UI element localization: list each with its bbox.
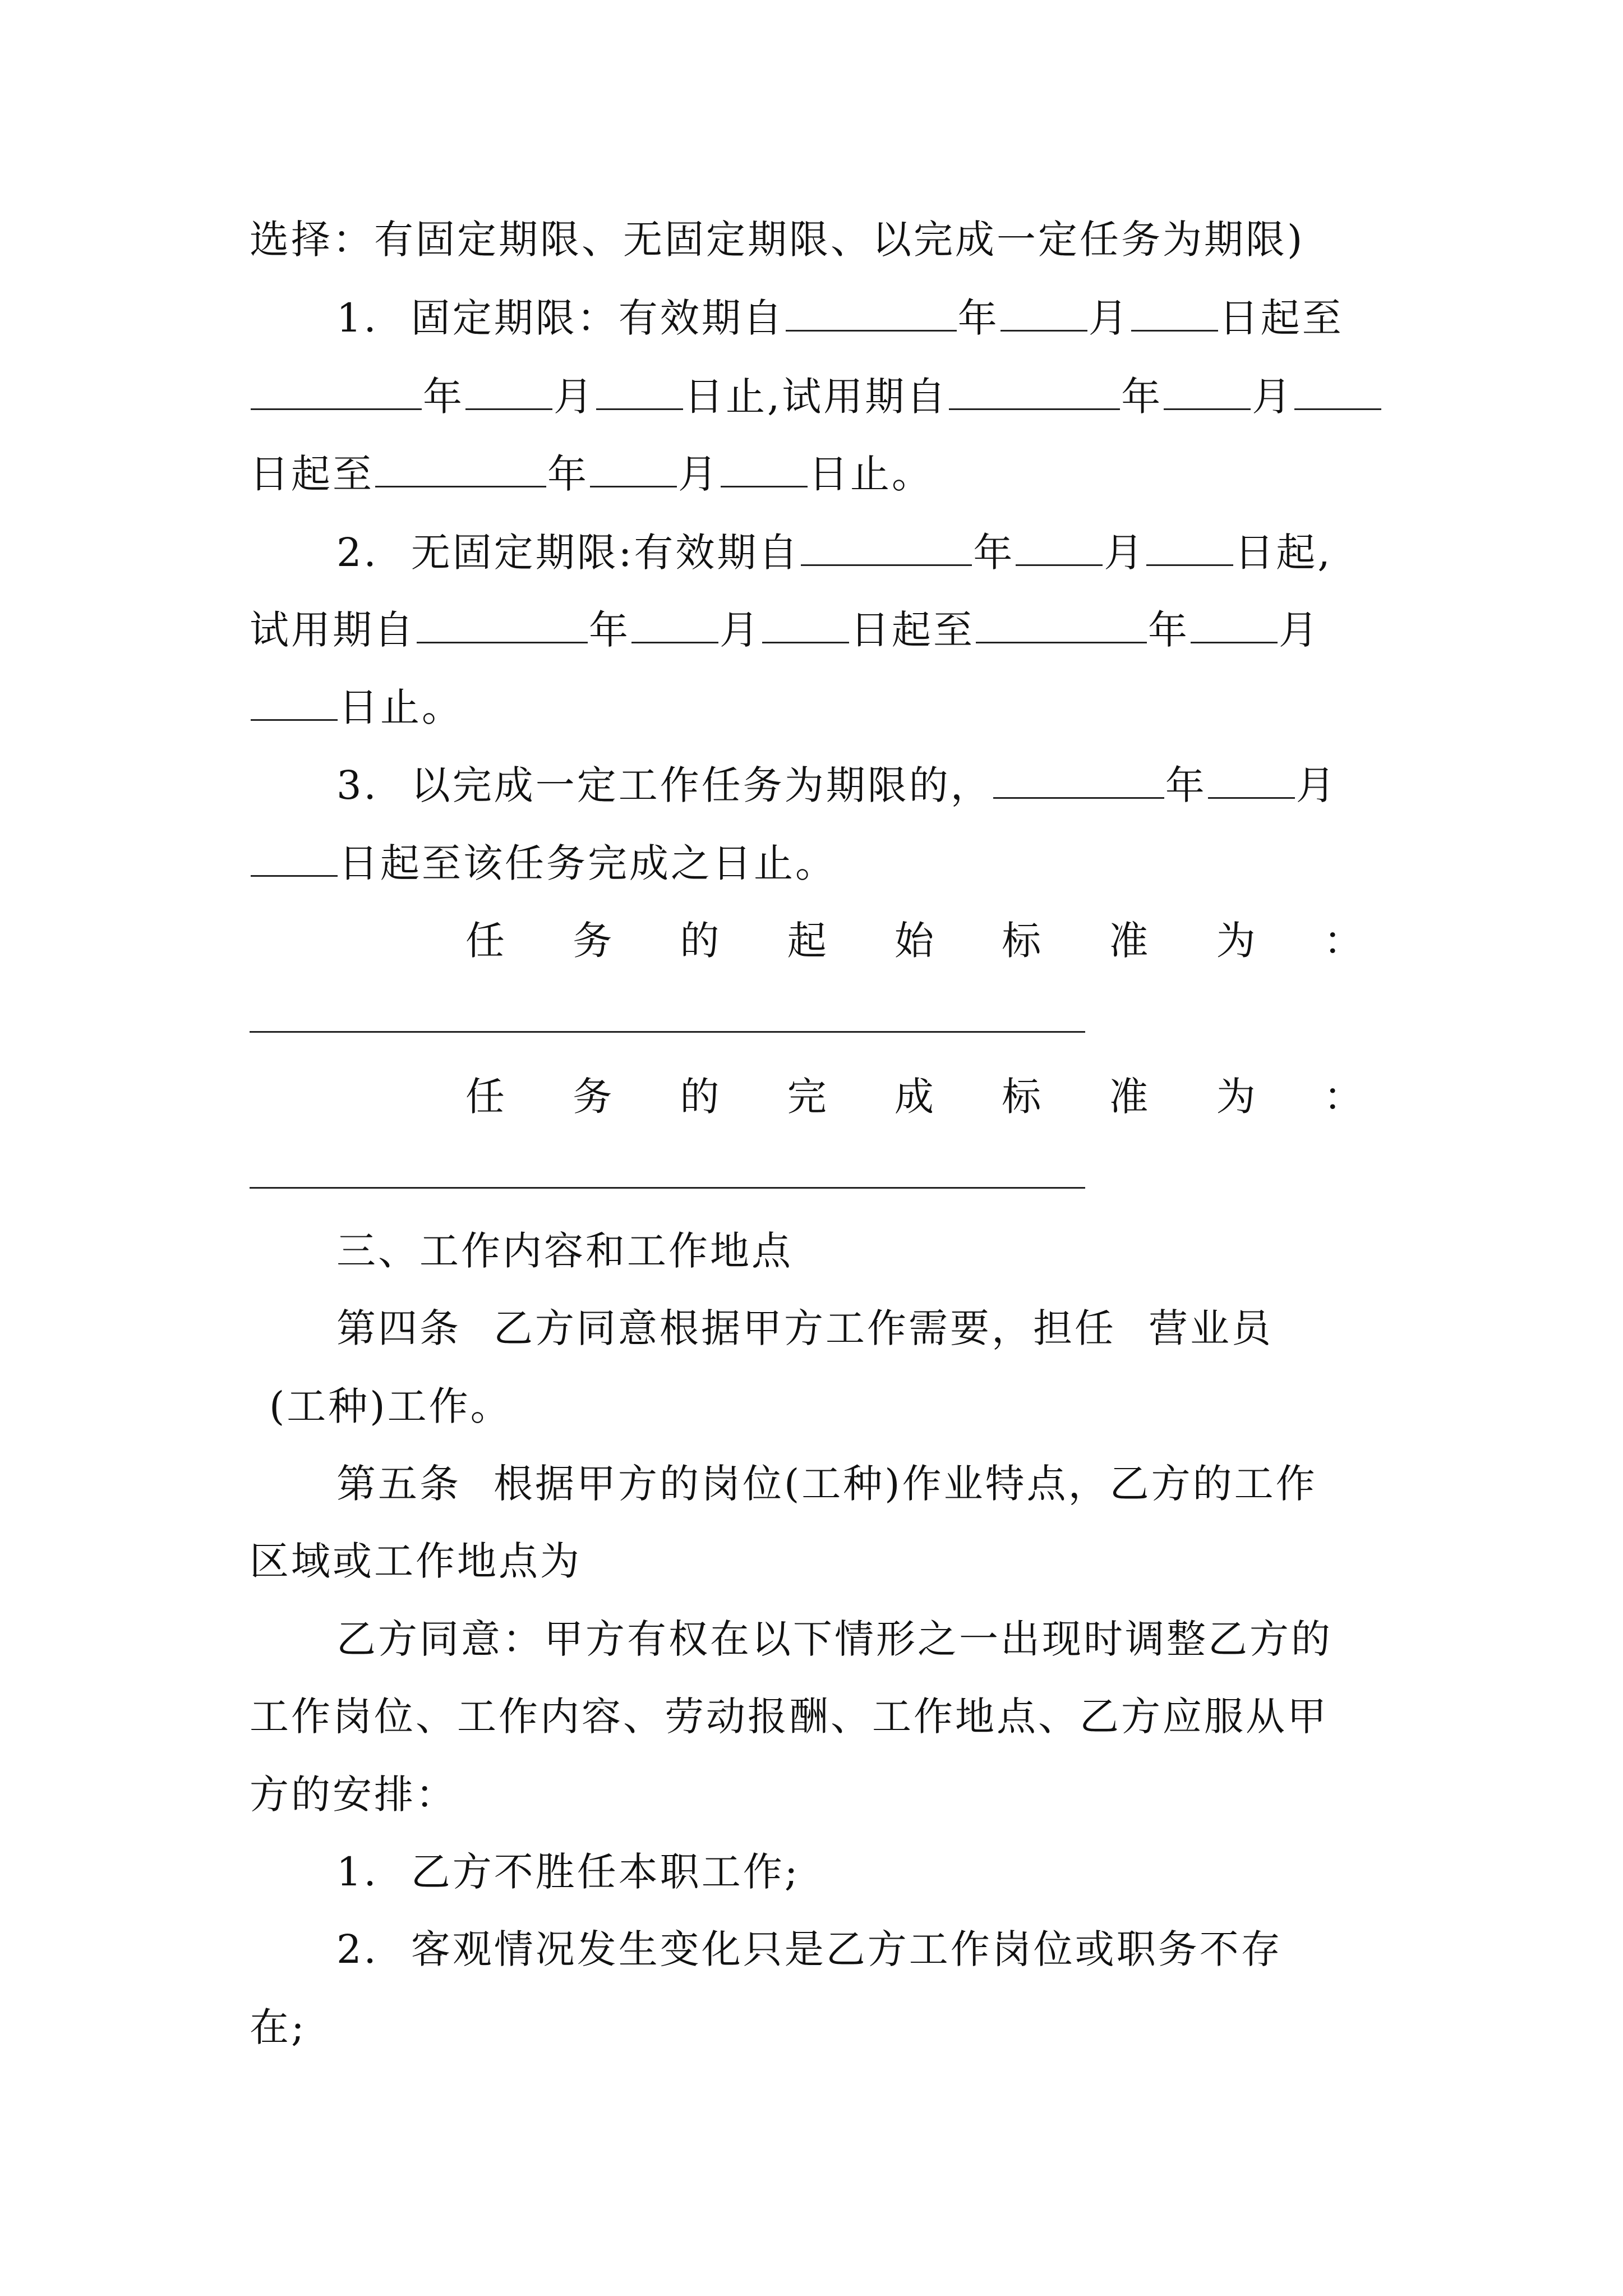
clause-text: 试用期自 — [250, 607, 416, 653]
month-label: 月 — [1088, 295, 1130, 341]
list-number: 3. — [336, 762, 379, 808]
clause-text: 日起至 — [1219, 295, 1344, 341]
fill-blank — [251, 687, 338, 721]
spread-char: 标 — [1002, 918, 1041, 964]
clause-text: 日起, — [1234, 530, 1332, 576]
clause-text: 乙方同意根据甲方工作需要，担任 — [494, 1305, 1116, 1351]
job-title: 营业员 — [1149, 1305, 1273, 1351]
clause-unfixed-term — [336, 527, 1332, 578]
text-line — [250, 682, 463, 733]
month-label: 月 — [1252, 374, 1294, 420]
clause-text: 日起至 — [850, 607, 975, 653]
year-label: 年 — [957, 295, 999, 341]
paragraph-text: 工作岗位、工作内容、劳动报酬、工作地点、乙方应服从甲 — [250, 1694, 1329, 1740]
year-label: 年 — [973, 530, 1015, 576]
year-label: 年 — [1121, 374, 1163, 420]
article-number: 第四条 — [336, 1305, 461, 1351]
fill-blank — [993, 765, 1164, 799]
article-4 — [336, 1303, 1273, 1354]
list-item-text: 乙方不胜任本职工作; — [411, 1849, 800, 1895]
spread-char: 的 — [680, 1074, 720, 1120]
paragraph-text: 选择：有固定期限、无固定期限、以完成一定任务为期限) — [250, 217, 1305, 263]
clause-task-term — [336, 760, 1338, 811]
year-label: 年 — [1165, 762, 1207, 808]
text-line — [250, 838, 837, 889]
year-label: 年 — [423, 374, 464, 420]
text-line — [250, 2002, 307, 2053]
fill-blank — [1191, 609, 1278, 643]
list-number: 2. — [336, 530, 379, 576]
fill-blank — [1164, 376, 1251, 410]
clause-text: 日起至 — [250, 451, 374, 497]
fill-blank — [596, 376, 683, 410]
text-line — [250, 371, 1382, 422]
fill-blank — [590, 453, 677, 487]
clause-text: 以完成一定工作任务为期限的， — [411, 762, 992, 808]
fill-blank-long — [250, 1187, 1085, 1189]
task-end-standard-label — [465, 1071, 1363, 1122]
spread-char: 始 — [895, 918, 934, 964]
list-number: 1. — [336, 295, 379, 341]
list-number: 1. — [336, 1849, 379, 1895]
fill-blank — [1146, 532, 1233, 566]
section-title — [336, 1226, 793, 1276]
fill-blank — [417, 609, 588, 643]
fill-blank — [976, 609, 1147, 643]
list-item — [336, 1847, 800, 1897]
month-label: 月 — [1295, 762, 1338, 808]
fill-blank-long — [250, 1031, 1085, 1033]
fill-blank — [801, 532, 972, 566]
spread-char: ： — [1324, 918, 1363, 964]
clause-fixed-term — [336, 293, 1344, 343]
clause-text: 固定期限：有效期自 — [411, 295, 785, 341]
text-line — [250, 1691, 1329, 1742]
spread-char: 完 — [787, 1074, 827, 1120]
year-label: 年 — [1148, 607, 1189, 653]
fill-blank — [631, 609, 718, 643]
fill-blank — [465, 376, 552, 410]
text-line — [269, 1381, 512, 1432]
list-number: 2. — [336, 1926, 379, 1972]
fill-blank — [375, 453, 546, 487]
clause-text: 日止。 — [809, 451, 933, 497]
clause-text: 日起至该任务完成之日止。 — [339, 840, 837, 886]
paragraph-text: 乙方同意：甲方有权在以下情形之一出现时调整乙方的 — [336, 1616, 1332, 1662]
fill-blank — [251, 843, 338, 877]
clause-text: 日止。 — [339, 684, 463, 730]
list-item-text: 客观情况发生变化只是乙方工作岗位或职务不存 — [411, 1926, 1283, 1972]
spread-char: 准 — [1109, 1074, 1149, 1120]
list-item — [336, 1924, 1283, 1975]
spread-char: 为 — [1216, 1074, 1256, 1120]
spread-char: 务 — [573, 1074, 612, 1120]
month-label: 月 — [554, 374, 595, 420]
clause-text: (工种)工作。 — [269, 1383, 512, 1429]
clause-text: 无固定期限:有效期自 — [411, 530, 800, 576]
fill-blank — [1016, 532, 1103, 566]
spread-char: 标 — [1002, 1074, 1041, 1120]
fill-blank — [251, 376, 422, 410]
task-start-standard-label — [465, 915, 1363, 966]
spread-char: 务 — [573, 918, 612, 964]
article-number: 第五条 — [336, 1461, 461, 1507]
text-line — [250, 214, 1304, 265]
fill-blank — [786, 297, 957, 332]
spread-char: 为 — [1216, 918, 1256, 964]
fill-blank — [1000, 297, 1087, 332]
text-line — [250, 449, 933, 499]
year-label: 年 — [589, 607, 630, 653]
spread-char: 任 — [465, 918, 505, 964]
spread-char: 准 — [1109, 918, 1149, 964]
fill-blank — [949, 376, 1120, 410]
month-label: 月 — [1279, 607, 1320, 653]
month-label: 月 — [720, 607, 761, 653]
text-line — [336, 1614, 1332, 1664]
text-line — [250, 605, 1320, 655]
fill-blank — [1294, 376, 1381, 410]
fill-blank — [762, 609, 849, 643]
spread-char: 的 — [680, 918, 720, 964]
text-line — [250, 1536, 582, 1586]
fill-blank — [1131, 297, 1218, 332]
text-line — [250, 1769, 457, 1820]
month-label: 月 — [1104, 530, 1146, 576]
fill-blank — [721, 453, 808, 487]
year-label: 年 — [547, 451, 589, 497]
list-item-text: 在; — [250, 2004, 307, 2050]
clause-text: 区域或工作地点为 — [250, 1538, 582, 1584]
clause-text: 根据甲方的岗位(工种)作业特点，乙方的工作 — [494, 1461, 1317, 1507]
fill-blank — [1208, 765, 1295, 799]
clause-text: 日止,试用期自 — [684, 374, 948, 420]
spread-char: 起 — [787, 918, 827, 964]
paragraph-text: 方的安排： — [250, 1772, 457, 1818]
spread-char: 成 — [895, 1074, 934, 1120]
article-5 — [336, 1458, 1317, 1509]
spread-char: 任 — [465, 1074, 505, 1120]
month-label: 月 — [678, 451, 720, 497]
section-heading: 三、工作内容和工作地点 — [336, 1228, 793, 1274]
spread-char: ： — [1324, 1074, 1363, 1120]
